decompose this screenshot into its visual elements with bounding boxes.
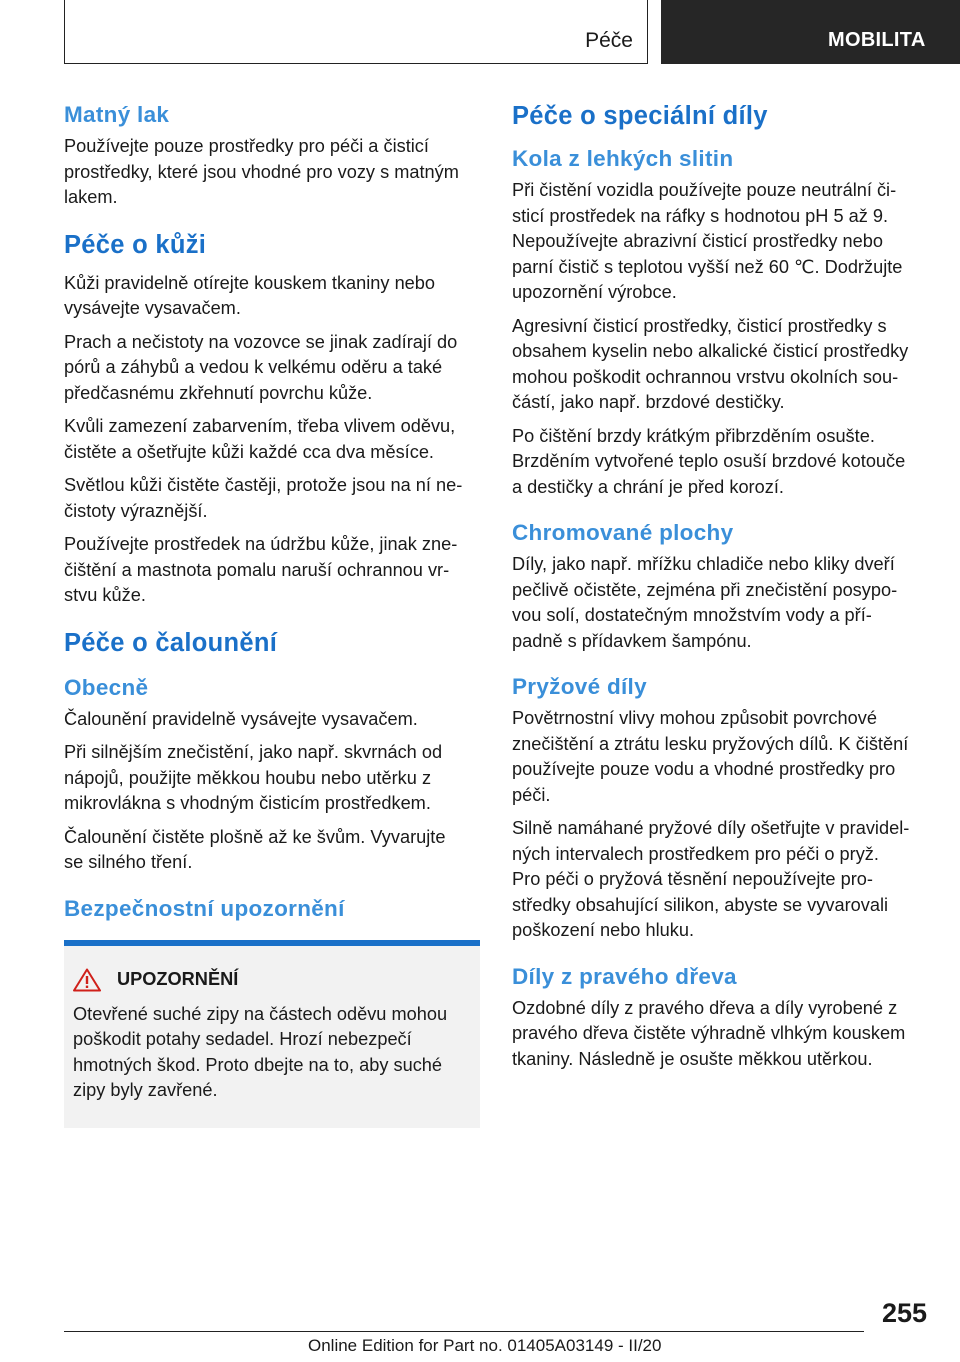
warning-text: Otevřené suché zipy na částech oděvu mohou poškodit potahy sedadel. Hrozí nebezpečí hmotných škod. Proto dbejte na to, aby suché zipy byly zavřené.: [73, 1003, 448, 1100]
heading-chromovane-plochy: Chromované plochy: [512, 520, 734, 545]
paragraph: Při silnějším znečistění, jako např. skvrnách od nápojů, použijte měkkou houbu nebo utěrku z mikrovlákna s vhodným čisticím prostředkem.: [64, 742, 443, 813]
heading-bezpecnostni-upozorneni: Bezpečnostní upozornění: [64, 895, 345, 921]
heading-pece-o-specialni-dily: Péče o speciální díly: [512, 102, 768, 130]
left-column: [64, 100, 480, 1128]
paragraph: Agresivní čisticí prostředky, čisticí prostředky s obsahem kyselin nebo alkalické čisticí prostředky mohou poškodit ochrannou vrstvu okolních sou- částí, jako např. brzdové destičky.: [512, 315, 909, 412]
warning-box: [64, 940, 480, 1128]
paragraph: Po čištění brzdy krátkým přibrzděním osušte. Brzděním vytvořené teplo osuší brzdové kotouče a destičky a chrání je před korozí.: [512, 425, 906, 497]
right-column: [512, 100, 930, 1080]
paragraph: Povětrnostní vlivy mohou způsobit povrchové znečištění a ztrátu lesku pryžových dílů. K čištění používejte pouze vodu a vhodné prostředky pro péči.: [512, 708, 909, 805]
header-chapter-box: [661, 0, 960, 64]
paragraph: Čalounění pravidelně vysávejte vysavačem.: [64, 708, 418, 729]
paragraph: Světlou kůži čistěte častěji, protože jsou na ní ne- čistoty výraznější.: [64, 475, 463, 521]
header-section-box: [64, 0, 648, 64]
warning-title: UPOZORNĚNÍ: [117, 969, 239, 989]
heading-pece-o-kuzi: Péče o kůži: [64, 230, 207, 259]
paragraph: Čalounění čistěte plošně až ke švům. Vyvarujte se silného tření.: [64, 826, 446, 872]
warning-header: [73, 968, 470, 992]
heading-obecne: Obecně: [64, 674, 149, 700]
page-number: 255: [881, 1298, 927, 1328]
heading-pece-o-calouneni: Péče o čalounění: [64, 628, 278, 657]
footer-divider: [64, 1331, 864, 1332]
warning-triangle-icon: [73, 968, 101, 992]
heading-dily-z-praveho-dreva: Díly z pravého dřeva: [512, 963, 737, 989]
paragraph: Ozdobné díly z pravého dřeva a díly vyrobené z pravého dřeva čistěte výhradně vlhkým kouskem tkaniny. Následně je osušte měkkou utěrkou.: [512, 997, 906, 1069]
paragraph: Kvůli zamezení zabarvením, třeba vlivem oděvu, čistěte a ošetřujte kůži každé cca dva měsíce.: [64, 416, 456, 462]
paragraph: Používejte pouze prostředky pro péči a čisticí prostředky, které jsou vhodné pro vozy s matným lakem.: [64, 136, 459, 207]
header-chapter-title: MOBILITA: [828, 29, 926, 51]
paragraph: Silně namáhané pryžové díly ošetřujte v pravidel- ných intervalech prostředkem pro péči o pryž. Pro péči o pryžová těsnění nepoužívejte pro- středky obsahující silikon, abyste se vyvarovali poškození nebo hluku.: [512, 818, 910, 940]
heading-matny-lak: Matný lak: [64, 102, 170, 127]
header-section-title: Péče: [585, 29, 633, 52]
paragraph: Prach a nečistoty na vozovce se jinak zadírají do pórů a záhybů a vedou k velkému oděru a také předčasnému zkřehnutí povrchu kůže.: [64, 331, 458, 403]
paragraph: Používejte prostředek na údržbu kůže, jinak zne- čištění a mastnota pomalu naruší ochrannou vr- stvu kůže.: [64, 534, 458, 605]
paragraph: Díly, jako např. mřížku chladiče nebo kliky dveří pečlivě očistěte, zejména při znečistění posypo- vou solí, dostatečným množstvím vody a pří- padně s přídavkem šampónu.: [512, 554, 898, 651]
paragraph: Při čistění vozidla používejte pouze neutrální či- sticí prostředek na ráfky s hodnotou pH 5 až 9. Nepoužívejte abrazivní čisticí prostředky nebo parní čistič s teplotou vyšší než 60 ℃. Dodržujte upozornění výrobce.: [512, 180, 903, 302]
heading-pryzove-dily: Pryžové díly: [512, 674, 647, 699]
heading-kola: Kola z lehkých slitin: [512, 146, 734, 171]
paragraph: Kůži pravidelně otírejte kouskem tkaniny nebo vysávejte vysavačem.: [64, 272, 436, 318]
footer-edition: Online Edition for Part no. 01405A03149 - II/20: [308, 1336, 662, 1355]
